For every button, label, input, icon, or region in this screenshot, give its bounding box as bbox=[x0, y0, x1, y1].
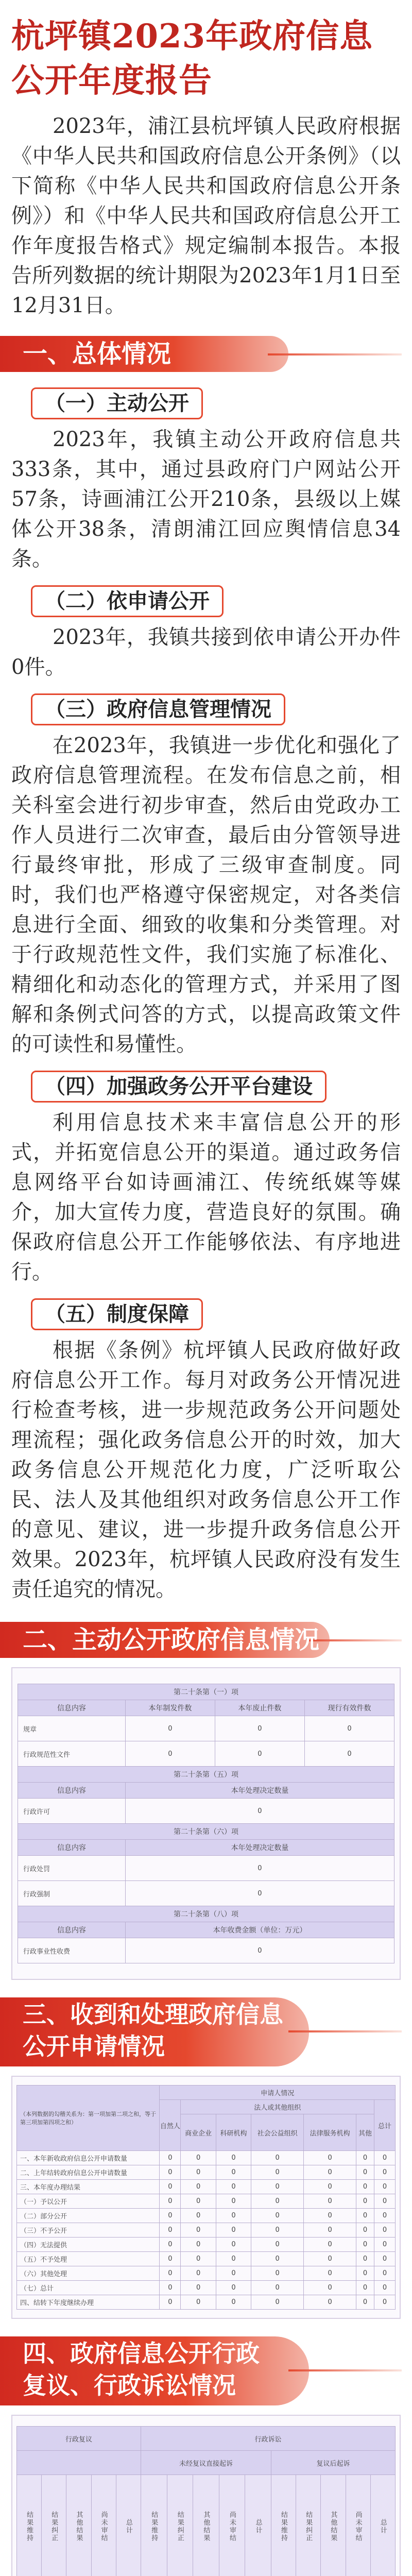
table-row-label: （一）予以公开 bbox=[17, 2194, 160, 2209]
sub-heading-request: （二）依申请公开 bbox=[31, 585, 224, 617]
table-cell: 0 bbox=[181, 2238, 216, 2252]
table-cell: 0 bbox=[356, 2252, 374, 2266]
table-cell: 0 bbox=[304, 2151, 356, 2165]
table-cell: 0 bbox=[356, 2194, 374, 2209]
table-cell: 0 bbox=[181, 2180, 216, 2194]
table-cell: 0 bbox=[215, 1716, 304, 1741]
table-cell: 0 bbox=[374, 2223, 396, 2238]
table-cell: 0 bbox=[304, 2194, 356, 2209]
table-cell: 0 bbox=[125, 1856, 394, 1881]
sub-heading-platform: （四）加强政务公开平台建设 bbox=[31, 1071, 327, 1103]
table-header: 结果维持 bbox=[17, 2475, 42, 2576]
table-header: 尚未审结 bbox=[91, 2475, 116, 2576]
table-header: 本年制发件数 bbox=[125, 1700, 215, 1716]
section-title-wrap bbox=[23, 2337, 260, 2401]
table-group-row: 第二十条第（五）项 bbox=[18, 1767, 394, 1783]
review-litigation-table bbox=[11, 2415, 401, 2576]
table-cell: 0 bbox=[304, 2209, 356, 2223]
section-title: 四、政府信息公开行政 bbox=[23, 2340, 260, 2367]
section-title: 三、收到和处理政府信息 bbox=[23, 2001, 283, 2028]
table-cell: 0 bbox=[125, 1881, 394, 1906]
table-cell: 0 bbox=[216, 2281, 251, 2295]
table-cell: 0 bbox=[181, 2266, 216, 2281]
table-cell: 0 bbox=[160, 2266, 181, 2281]
table-row bbox=[17, 2266, 396, 2281]
table-row-label: 四、结转下年度继续办理 bbox=[17, 2295, 160, 2310]
table-row bbox=[17, 2281, 396, 2295]
requests-table bbox=[11, 2076, 401, 2319]
table-header: 信息内容 bbox=[18, 1783, 126, 1799]
table-cell: 0 bbox=[181, 2165, 216, 2180]
page-title: 杭坪镇2023年政府信息公开年度报告 bbox=[11, 17, 373, 100]
table-cell: 0 bbox=[160, 2281, 181, 2295]
table-cell: 0 bbox=[215, 1741, 304, 1767]
table-header: 结果纠正 bbox=[42, 2475, 66, 2576]
table-cell: 0 bbox=[181, 2223, 216, 2238]
table-cell: 0 bbox=[216, 2266, 251, 2281]
table-header: 总计 bbox=[245, 2475, 271, 2576]
table-cell: 0 bbox=[181, 2151, 216, 2165]
table-cell: 0 bbox=[160, 2165, 181, 2180]
table-header: 未经复议直接起诉 bbox=[141, 2451, 271, 2475]
table-header: 商业企业 bbox=[181, 2114, 216, 2151]
table-header: 申请人情况 bbox=[160, 2086, 396, 2100]
table-cell: 0 bbox=[160, 2209, 181, 2223]
table-row-label: （三）不予公开 bbox=[17, 2223, 160, 2238]
table-header: 行政复议 bbox=[17, 2427, 141, 2451]
section-title-line2: 公开申请情况 bbox=[23, 2032, 165, 2060]
table-header: 行政诉讼 bbox=[141, 2427, 395, 2451]
table-cell: 0 bbox=[181, 2209, 216, 2223]
table-cell: 0 bbox=[374, 2266, 396, 2281]
table-cell: 0 bbox=[251, 2266, 304, 2281]
table-cell: 0 bbox=[216, 2165, 251, 2180]
table-row-label: 一、本年新收政府信息公开申请数量 bbox=[17, 2151, 160, 2165]
table-row-label: （四）无法提供 bbox=[17, 2238, 160, 2252]
table-cell: 0 bbox=[356, 2223, 374, 2238]
table-header: 其他 bbox=[356, 2114, 374, 2151]
table-header: 结果维持 bbox=[271, 2475, 296, 2576]
table-row-label: （六）其他处理 bbox=[17, 2266, 160, 2281]
table-row-label: 行政事业性收费 bbox=[18, 1938, 126, 1963]
section-title-line2: 复议、行政诉讼情况 bbox=[23, 2371, 236, 2399]
table-cell: 0 bbox=[304, 2223, 356, 2238]
paragraph-system: 根据《条例》杭坪镇人民政府做好政府信息公开工作。每月对政务公开情况进行检查考核，进一步规范政务公开问题处理流程；强化政务信息公开的时效，加大政务信息公开规范化力度，广泛听取公民、法人及其他组织对政务信息公开工作的意见、建议，进一步提升政务信息公开效果。2023年，杭坪镇人民政府没有发生责任追究的情况。 bbox=[11, 1338, 401, 1601]
table-cell: 0 bbox=[374, 2281, 396, 2295]
table-cell: 0 bbox=[216, 2223, 251, 2238]
table-cell: 0 bbox=[304, 1741, 394, 1767]
section-requests-heading bbox=[0, 1995, 412, 2069]
table-header: 本年收费金额（单位：万元） bbox=[125, 1922, 394, 1938]
table-cell: 0 bbox=[356, 2238, 374, 2252]
table-cell: 0 bbox=[304, 1716, 394, 1741]
table-header: 信息内容 bbox=[18, 1700, 126, 1716]
table-cell: 0 bbox=[216, 2295, 251, 2310]
table-cell: 0 bbox=[160, 2223, 181, 2238]
sub-heading-system: （五）制度保障 bbox=[31, 1298, 203, 1330]
table-header: 本年处理决定数量 bbox=[125, 1783, 394, 1799]
table-cell: 0 bbox=[251, 2180, 304, 2194]
table-header: 其他结果 bbox=[193, 2475, 219, 2576]
table-header: 现行有效件数 bbox=[304, 1700, 394, 1716]
table-cell: 0 bbox=[160, 2180, 181, 2194]
table-cell: 0 bbox=[125, 1799, 394, 1824]
table-cell: 0 bbox=[304, 2266, 356, 2281]
table-row-label: （五）不予处理 bbox=[17, 2252, 160, 2266]
section-active-disclosure-heading bbox=[0, 1620, 412, 1660]
table-cell: 0 bbox=[374, 2165, 396, 2180]
table-group-row: 第二十条第（一）项 bbox=[18, 1684, 394, 1700]
table-header: 其他结果 bbox=[66, 2475, 91, 2576]
table-cell: 0 bbox=[216, 2252, 251, 2266]
table-cell: 0 bbox=[216, 2194, 251, 2209]
table-row-label: 行政强制 bbox=[18, 1881, 126, 1906]
table-cell: 0 bbox=[181, 2194, 216, 2209]
table-cell: 0 bbox=[304, 2252, 356, 2266]
table-group-row: 第二十条第（八）项 bbox=[18, 1906, 394, 1922]
table-row bbox=[17, 2209, 396, 2223]
active-disclosure-table bbox=[11, 1667, 401, 1980]
table-row bbox=[17, 2165, 396, 2180]
table-header: 总计 bbox=[116, 2475, 141, 2576]
table-row-label: 行政规范性文件 bbox=[18, 1741, 126, 1767]
sub-heading-management: （三）政府信息管理情况 bbox=[31, 693, 285, 725]
table-header: 本年废止件数 bbox=[215, 1700, 304, 1716]
table-header: 社会公益组织 bbox=[251, 2114, 304, 2151]
table-header: 总计 bbox=[370, 2475, 395, 2576]
table-cell: 0 bbox=[374, 2238, 396, 2252]
table-row-label: （七）总计 bbox=[17, 2281, 160, 2295]
table-row-label: （二）部分公开 bbox=[17, 2209, 160, 2223]
table-row bbox=[17, 2151, 396, 2165]
table-cell: 0 bbox=[160, 2194, 181, 2209]
table-cell: 0 bbox=[181, 2252, 216, 2266]
table-row bbox=[17, 2252, 396, 2266]
table-cell: 0 bbox=[304, 2180, 356, 2194]
table-cell: 0 bbox=[356, 2209, 374, 2223]
table-cell: 0 bbox=[251, 2281, 304, 2295]
table-cell: 0 bbox=[160, 2238, 181, 2252]
table-cell: 0 bbox=[251, 2151, 304, 2165]
table-header: 科研机构 bbox=[216, 2114, 251, 2151]
table-row bbox=[17, 2180, 396, 2194]
table-row bbox=[17, 2295, 396, 2310]
table-cell: 0 bbox=[160, 2295, 181, 2310]
table-cell: 0 bbox=[251, 2223, 304, 2238]
table-cell: 0 bbox=[160, 2151, 181, 2165]
table-header: 总计 bbox=[374, 2100, 396, 2151]
table-row-label: 二、上年结转政府信息公开申请数量 bbox=[17, 2165, 160, 2180]
table-cell: 0 bbox=[216, 2180, 251, 2194]
table-header: 法律服务机构 bbox=[304, 2114, 356, 2151]
table-cell: 0 bbox=[304, 2295, 356, 2310]
table-cell: 0 bbox=[356, 2295, 374, 2310]
paragraph-request: 2023年，我镇共接到依申请公开办件0件。 bbox=[11, 625, 401, 679]
table-cell: 0 bbox=[251, 2165, 304, 2180]
section-title: 一、总体情况 bbox=[23, 340, 171, 368]
table-header: 尚未审结 bbox=[219, 2475, 245, 2576]
intro-paragraph: 2023年，浦江县杭坪镇人民政府根据《中华人民共和国政府信息公开条例》（以下简称《中华人民共和国政府信息公开条例》）和《中华人民共和国政府信息公开工作年度报告格式》规定编制本报告。本报告所列数据的统计期限为2023年1月1日至12月31日。 bbox=[11, 114, 401, 317]
table-row bbox=[17, 2238, 396, 2252]
table-cell: 0 bbox=[216, 2209, 251, 2223]
table-cell: 0 bbox=[374, 2151, 396, 2165]
table-cell: 0 bbox=[374, 2295, 396, 2310]
table-row-label: 行政许可 bbox=[18, 1799, 126, 1824]
table-corner: （本列数据的勾稽关系为：第一项加第二项之和，等于第三项加第四项之和） bbox=[17, 2086, 160, 2151]
table-header: 本年处理决定数量 bbox=[125, 1840, 394, 1856]
table-cell: 0 bbox=[251, 2295, 304, 2310]
table-header: 结果纠正 bbox=[296, 2475, 321, 2576]
table-cell: 0 bbox=[251, 2238, 304, 2252]
table-cell: 0 bbox=[251, 2194, 304, 2209]
table-row-label: 三、本年度办理结果 bbox=[17, 2180, 160, 2194]
table-header: 结果维持 bbox=[141, 2475, 167, 2576]
table-header: 其他结果 bbox=[321, 2475, 346, 2576]
table-header: 尚未审结 bbox=[346, 2475, 370, 2576]
table-header: 结果纠正 bbox=[167, 2475, 193, 2576]
paragraph-management: 在2023年，我镇进一步优化和强化了政府信息管理流程。在发布信息之前，相关科室会进行初步审查，然后由党政办工作人员进行二次审查，最后由分管领导进行最终审批，形成了三级审查制度。同时，我们也严格遵守保密规定，对各类信息进行全面、细致的收集和分类管理。对于行政规范性文件，我们实施了标准化、精细化和动态化的管理方式，并采用了图解和条例式问答的方式，以提高政策文件的可读性和易懂性。 bbox=[11, 734, 401, 1056]
table-row-label: 行政处罚 bbox=[18, 1856, 126, 1881]
table-group-row: 第二十条第（六）项 bbox=[18, 1824, 394, 1840]
table-cell: 0 bbox=[304, 2165, 356, 2180]
section-title: 二、主动公开政府信息情况 bbox=[23, 1625, 320, 1654]
table-cell: 0 bbox=[181, 2281, 216, 2295]
paragraph-platform: 利用信息技术来丰富信息公开的形式，并拓宽信息公开的渠道。通过政务信息网络平台如诗画浦江、传统纸媒等媒介，加大宣传力度，营造良好的氛围。确保政府信息公开工作能够依法、有序地进行。 bbox=[11, 1111, 401, 1284]
table-cell: 0 bbox=[304, 2281, 356, 2295]
table-header: 信息内容 bbox=[18, 1922, 126, 1938]
table-cell: 0 bbox=[125, 1716, 215, 1741]
table-cell: 0 bbox=[356, 2151, 374, 2165]
table-cell: 0 bbox=[251, 2252, 304, 2266]
table-header: 法人或其他组织 bbox=[181, 2100, 374, 2114]
table-cell: 0 bbox=[374, 2180, 396, 2194]
section-title-wrap bbox=[23, 1998, 283, 2062]
table-header: 信息内容 bbox=[18, 1840, 126, 1856]
table-cell: 0 bbox=[251, 2209, 304, 2223]
table-cell: 0 bbox=[356, 2165, 374, 2180]
table-header-blank bbox=[17, 2451, 141, 2475]
table-cell: 0 bbox=[356, 2266, 374, 2281]
table-cell: 0 bbox=[374, 2194, 396, 2209]
section-review-heading bbox=[0, 2334, 412, 2408]
table-cell: 0 bbox=[356, 2180, 374, 2194]
table-cell: 0 bbox=[356, 2281, 374, 2295]
table-cell: 0 bbox=[374, 2252, 396, 2266]
paragraph-active: 2023年，我镇主动公开政府信息共333条，其中，通过县政府门户网站公开57条，诗画浦江公开210条，县级以上媒体公开38条，清朗浦江回应舆情信息34条。 bbox=[11, 428, 401, 571]
table-cell: 0 bbox=[216, 2238, 251, 2252]
table-row-label: 规章 bbox=[18, 1716, 126, 1741]
table-cell: 0 bbox=[160, 2252, 181, 2266]
table-cell: 0 bbox=[304, 2238, 356, 2252]
table-row bbox=[17, 2194, 396, 2209]
table-cell: 0 bbox=[125, 1938, 394, 1963]
table-cell: 0 bbox=[181, 2295, 216, 2310]
table-cell: 0 bbox=[216, 2151, 251, 2165]
table-header: 自然人 bbox=[160, 2100, 181, 2151]
table-cell: 0 bbox=[374, 2209, 396, 2223]
sub-heading-active: （一）主动公开 bbox=[31, 387, 203, 419]
table-row bbox=[17, 2223, 396, 2238]
table-header: 复议后起诉 bbox=[271, 2451, 395, 2475]
section-overview-heading bbox=[0, 334, 412, 374]
table-cell: 0 bbox=[125, 1741, 215, 1767]
